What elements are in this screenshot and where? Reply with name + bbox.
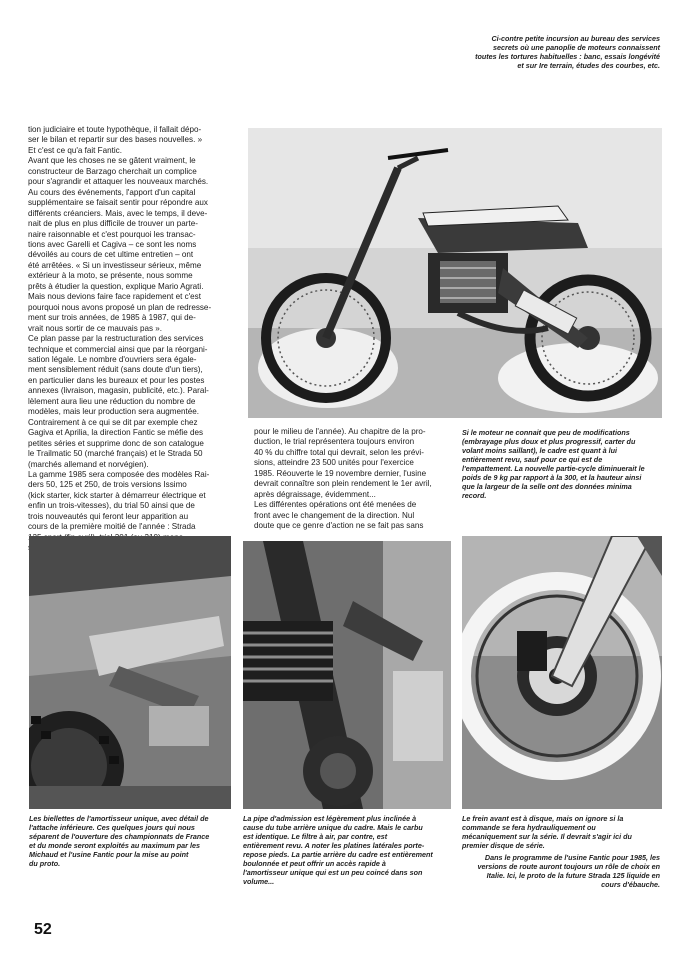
article-column-1: tion judiciaire et toute hypothèque, il fallait dépo- ser le bilan et repartir sur des bases nouvelles. » Et c'est ce qu'a fait Fantic. Avant que les choses ne se gâtent vraiment, le constructeur de Barzago cherchait un complice pour s'agrandir et attaquer les nouveaux marchés. Au cours des événements, l'apport d'un capital supplémentaire se faisait sentir pour répondre aux différents créanciers. Mais, avec le temps, il deve- nait de plus en plus difficile de trouver un parte- naire raisonnable et c'est pourquoi les transac- tions avec Garelli et Cagiva – ce sont les noms dévoilés au cours de cet ultime entretien – ont été arrêtées. « Si un investisseur sérieux, même extérieur à la moto, se présente, nous somme prêts à étudier la question, explique Mario Agrati. Mais nous devions faire face rapidement et c'est pourquoi nous avons proposé un plan de redresse- ment sur trois années, de 1985 à 1987, qui de- vrait nous sortir de ce mauvais pas ». Ce plan passe par la restructuration des services technique et commercial ainsi que par la réorgani- sation légale. Le nombre d'ouvriers sera égale- ment sensiblement réduit (sans doute d'un tiers), en particulier dans les bureaux et pour les postes annexes (livraison, magasin, publicité, etc.). Paral- lèlement aura lieu une réduction du nombre de modèles, mais leur production sera augmentée. Contrairement à ce qui se dit par exemple chez Gagiva et Aprilia, la direction Fantic se méfie des petites séries et supprime donc de son catalogue le Trailmatic 50 (marché français) et le Strada 50 (marchés allemand et norvégien). La gamme 1985 sera composée des modèles Rai- ders 50, 125 et 250, de trois versions Issimo (kick starter, kick starter à démarreur électrique et enfin un trois-vitesses), du trial 50 ainsi que de trois nouveautés qui feront leur apparition au cours de la première moitié de l'année : Strada xyxy=(28,125,212,532)
caption-top-right: Ci-contre petite incursion au bureau des services secrets où une panoplie de moteurs connaissent toutes les tortures habituelles : banc, essais longévité et sur Ire terrain, études des courbes, etc. xyxy=(475,34,660,70)
caption-shock: Les biellettes de l'amortisseur unique, avec détail de l'attache inférieure. Ces quelques jours qui nous séparent de l'ouverture des championnats de France et du monde seront exploités au maximum par les Michaud et l'usine Fantic pour la mise au point du proto. xyxy=(29,814,210,868)
caption-intake: La pipe d'admission est légèrement plus inclinée à cause du tube arrière unique du cadre. Mais le carbu est identique. Le filtre à air, par contre, est entièrement revu. A noter les platines latérales porte- repose pieds. La partie arrière du cadre est entièrement boulonnée et peut offrir un accès rapide à l'amortisseur unique qui est un peu coincé dans son volume... xyxy=(243,814,433,886)
caption-program: Dans le programme de l'usine Fantic pour 1985, les versions de route auront toujours un rôle de choix en Italie. Ici, le proto de la future Strada 125 liquide en cours d'ébauche. xyxy=(477,853,660,889)
photo-disc-brake xyxy=(462,536,662,809)
photo-motorcycle xyxy=(248,128,662,418)
photo-shock-linkage xyxy=(29,536,231,809)
caption-engine: Si le moteur ne connait que peu de modifications (embrayage plus doux et plus progressif, carter du volant moins saillant), le cadre est quant à lui entièrement revu, sauf pour ce qui est de l'empattement. La nouvelle partie-cycle diminuerait le poids de 9 kg par rapport à la 300, et la hauteur ainsi que la largeur de la selle ont des données minima record. xyxy=(462,428,645,500)
article-column-2: pour le milieu de l'année). Au chapitre de la pro- duction, le trial représentera toujours environ 40 % du chiffre total qui devrait, selon les prévi- sions, atteindre 23 500 unités pour l'exercice 1985. Réouverte le 19 novembre dernier, l'usine devrait connaître son plein rendement le 1er avril, après dégraissage, évidemment... Les différentes opérations ont été menées de front avec le changement de la direction. Nul doute que ce genre d'action ne se fait pas sans xyxy=(254,427,432,531)
page-number: 52 xyxy=(34,921,52,938)
caption-brake: Le frein avant est à disque, mais on ignore si la commande se fera hydrauliquement ou mécaniquement sur la série. Il devrait s'agir ici du premier disque de série. xyxy=(462,814,632,850)
photo-intake xyxy=(243,541,451,809)
